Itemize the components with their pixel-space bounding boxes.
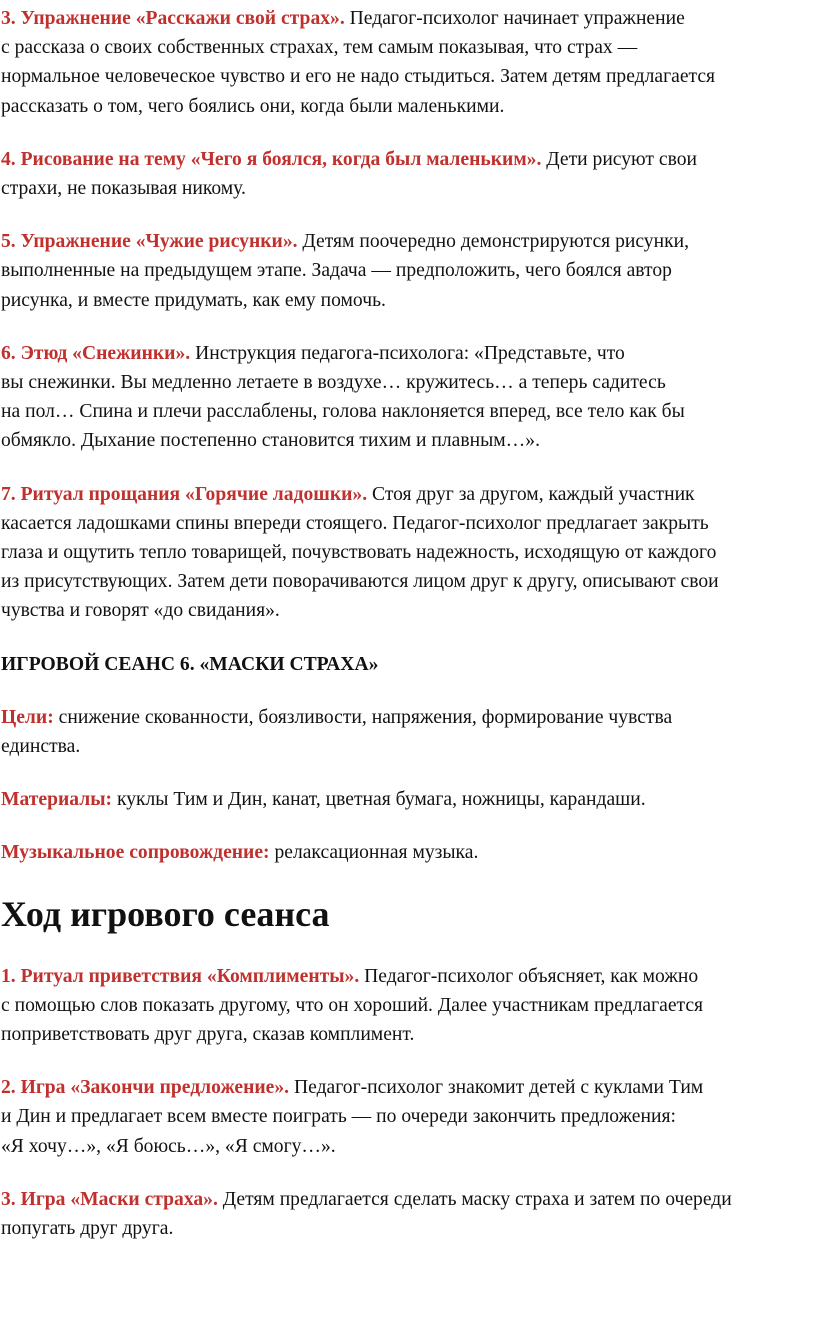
exercise-5-label: 5. Упражнение «Чужие рисунки». [1,231,298,253]
exercise-7-paragraph [1,480,816,626]
goals-paragraph [1,703,816,761]
exercise-4-text: Дети рисуют свои страхи, не показывая никому. [1,148,697,200]
game-1-label: 1. Ритуал приветствия «Комплименты». [1,965,360,987]
exercise-5-text: Детям поочередно демонстрируются рисунки, выполненные на предыдущем этапе. Задача — предположить, чего боялся автор рисунка, и вместе придумать, как ему помочь. [1,231,689,311]
goals-text: снижение скованности, боязливости, напряжения, формирование чувства единства. [1,706,673,758]
section-title: Ход игрового сеанса [1,893,330,934]
exercise-3-label: 3. Упражнение «Расскажи свой страх». [1,8,345,29]
game-2-text: Педагог-психолог знакомит детей с куклами Тим и Дин и предлагает всем вместе поиграть — по очереди закончить предложения: «Я хочу…», «Я боюсь…», «Я смогу…». [1,1077,704,1157]
game-3-paragraph [1,1185,816,1243]
exercise-6-paragraph [1,339,816,456]
materials-paragraph [1,785,816,814]
music-label: Музыкальное сопровождение: [1,842,270,864]
exercise-6-text: Инструкция педагога-психолога: «Представьте, что вы снежинки. Вы медленно летаете в воздухе… кружитесь… а теперь садитесь на пол… Спина и плечи расслаблены, голова наклоняется вперед, все тело как бы обмякло. Дыхание постепенно становится тихим и плавным…». [1,342,685,452]
materials-label: Материалы: [1,789,113,811]
materials-text: куклы Тим и Дин, канат, цветная бумага, ножницы, карандаши. [112,789,646,811]
game-3-text: Детям предлагается сделать маску страха и затем по очереди попугать друг друга. [1,1188,732,1240]
music-text: релаксационная музыка. [269,842,479,864]
exercise-4-paragraph [1,145,816,203]
music-paragraph [1,838,816,867]
game-1-text: Педагог-психолог объясняет, как можно с помощью слов показать другому, что он хороший. Далее участникам предлагается поприветствовать друг друга, сказав комплимент. [1,965,704,1046]
game-2-paragraph [1,1073,816,1161]
goals-label: Цели: [1,706,54,728]
exercise-3-paragraph [1,4,816,121]
exercise-7-label: 7. Ритуал прощания «Горячие ладошки». [1,483,368,505]
exercise-5-paragraph [1,227,816,315]
game-1-paragraph [1,962,816,1050]
exercise-6-label: 6. Этюд «Снежинки». [1,342,191,364]
exercise-4-label: 4. Рисование на тему «Чего я боялся, когда был маленьким». [1,148,542,170]
session-title: ИГРОВОЙ СЕАНС 6. «МАСКИ СТРАХА» [1,653,379,675]
game-3-label: 3. Игра «Маски страха». [1,1188,218,1210]
game-2-label: 2. Игра «Закончи предложение». [1,1077,290,1099]
exercise-3-text: Педагог-психолог начинает упражнение с рассказа о своих собственных страхах, тем самым показывая, что страх — нормальное человеческое чувство и его не надо стыдиться. Затем детям предлагается рассказать о том, чего боялись они, когда были маленькими. [1,8,716,117]
exercise-7-text: Стоя друг за другом, каждый участник касается ладошками спины впереди стоящего. Педагог-психолог предлагает закрыть глаза и ощутить тепло товарищей, почувствовать надежность, исходящую от каждого из присутствующих. Затем дети поворачиваются лицом друг к другу, описывают свои чувства и говорят «до свидания». [1,483,719,622]
